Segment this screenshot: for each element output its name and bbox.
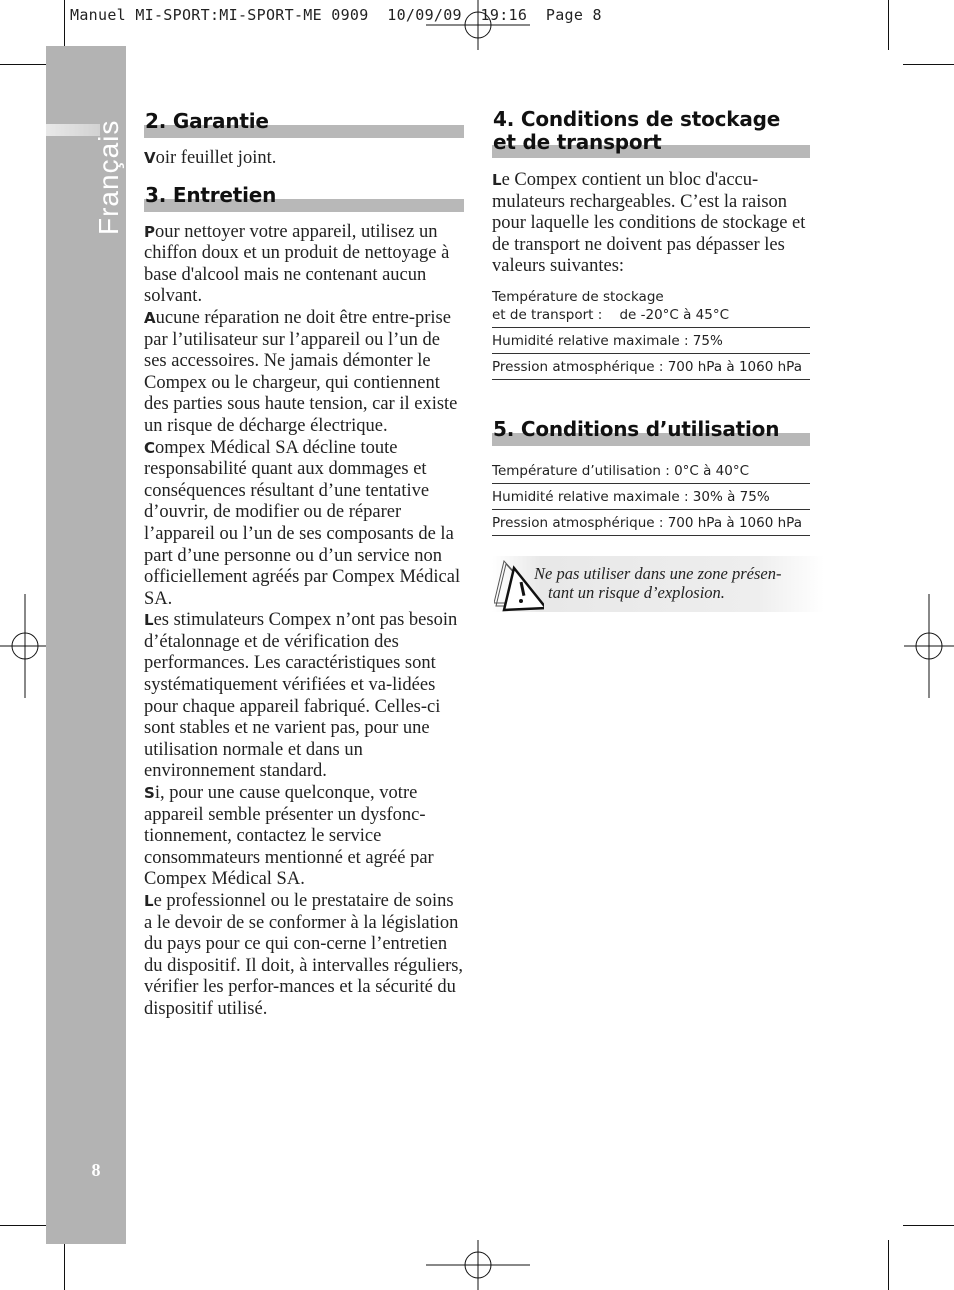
print-header: Manuel MI-SPORT:MI-SPORT-ME 0909 10/09/09 19:16 Page 8 (70, 6, 602, 24)
section-heading-utilisation (492, 418, 810, 446)
registration-mark-right (904, 594, 954, 698)
entretien-body (144, 222, 464, 1021)
spec-row-temperature: Température de stockage et de transport : de -20°C à 45°C (492, 284, 810, 328)
section-heading-entretien (144, 184, 464, 212)
paragraph: Le professionnel ou le prestataire de soins a le devoir de se conformer à la législation du pays pour ce qui con-cerne l’entretien du dispositif. Il doit, à intervalles réguliers, vérifier les perfor-mances et la sécurité du dispositif utilisé. (144, 891, 464, 1019)
section-title-line1: 4. Conditions de stockage (493, 107, 781, 131)
paragraph: Les stimulateurs Compex n’ont pas besoin d’étalonnage et de vérification des performances. Les caractéristiques sont systématiquement vérifiées et va-lidées pour chaque appareil fabriqué. Celles-ci sont stables et ne varient pas, pour une utilisation normale et dans un environnement standard. (144, 610, 458, 782)
utilisation-specs (492, 458, 810, 536)
paragraph: Si, pour une cause quelconque, votre appareil semble présenter un dysfonc-tionnement, contactez le service consommateurs mentionné et agréé par Compex Médical SA. (144, 783, 434, 890)
section-title: 3. Entretien (145, 182, 277, 207)
spec-row-temperature: Température d’utilisation : 0°C à 40°C (492, 458, 810, 484)
spec-row-humidity: Humidité relative maximale : 30% à 75% (492, 484, 810, 510)
spec-row-humidity: Humidité relative maximale : 75% (492, 328, 810, 354)
section-heading-stockage (492, 108, 810, 158)
registration-mark-bottom (426, 1240, 530, 1290)
paragraph: Pour nettoyer votre appareil, utilisez un chiffon doux et un produit de nettoyage à base d'alcool mais ne contenant aucun solvant. (144, 221, 450, 307)
spec-row-pressure: Pression atmosphérique : 700 hPa à 1060 hPa (492, 510, 810, 536)
section-title-line2: et de transport (493, 130, 662, 154)
page-number: 8 (91, 1160, 101, 1180)
stockage-specs (492, 284, 810, 380)
language-label: Français (93, 120, 124, 236)
sidebar-tab-highlight (46, 124, 100, 136)
section-title: 2. Garantie (145, 109, 269, 133)
paragraph: Compex Médical SA décline toute responsabilité quant aux dommages et conséquences résultant d’une tentative d’ouvrir, de modifier ou de réparer l’appareil ou l’un de ses composants de la part d’une personne ou d’un service non officiellement agréés par Compex Médical SA. (144, 437, 461, 609)
section-heading-garantie (144, 110, 464, 138)
warning-text: Ne pas utiliser dans une zone présen- tant un risque d’explosion. (534, 564, 782, 602)
warning-box (492, 556, 824, 612)
registration-mark-top (426, 0, 530, 50)
registration-mark-left (0, 594, 50, 698)
right-column (492, 108, 810, 536)
stockage-intro: Le Compex contient un bloc d'accu-mulateurs rechargeables. C’est la raison pour laquelle les conditions de stockage et de transport ne doivent pas dépasser les valeurs suivantes: (492, 170, 806, 277)
garantie-text: Voir feuillet joint. (144, 148, 277, 168)
section-title: 5. Conditions d’utilisation (493, 416, 780, 441)
paragraph: Aucune réparation ne doit être entre-prise par l’utilisateur sur l’appareil ou l’un de ses accessoires. Ne jamais démonter le Compex ou le chargeur, qui contiennent des parties sous haute tension, car il existe un risque de décharge électrique. (144, 307, 458, 436)
spec-row-pressure: Pression atmosphérique : 700 hPa à 1060 hPa (492, 354, 810, 380)
left-column (144, 110, 464, 1021)
